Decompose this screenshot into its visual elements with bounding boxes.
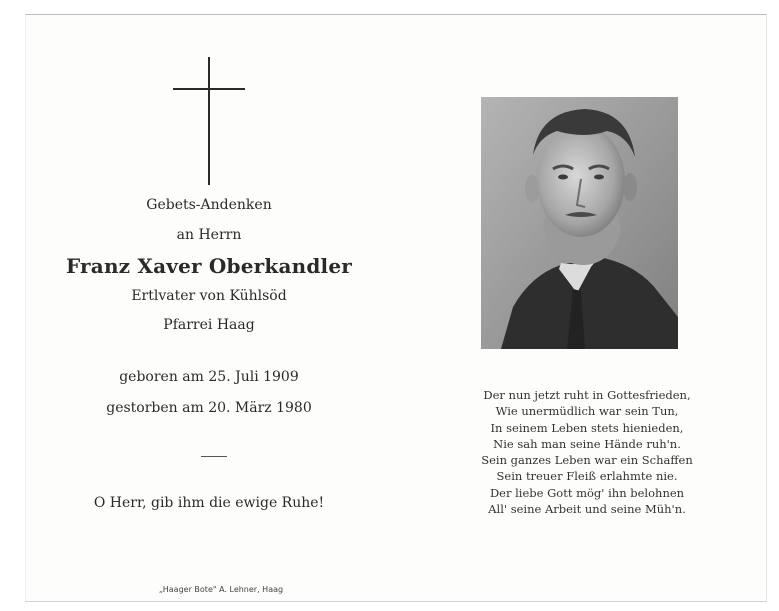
poem-line: Sein treuer Fleiß erlahmte nie.	[496, 469, 678, 484]
portrait-photo	[481, 97, 678, 349]
poem	[472, 387, 702, 517]
salutation: an Herrn	[176, 227, 242, 243]
printer-credit: „Haager Bote" A. Lehner, Haag	[158, 585, 284, 594]
cross-icon-bar	[173, 88, 245, 90]
poem-line: Wie unermüdlich war sein Tun,	[495, 404, 679, 419]
deceased-name: Franz Xaver Oberkandler	[66, 254, 352, 278]
deceased-title: Ertlvater von Kühlsöd	[131, 288, 287, 304]
poem-line: In seinem Leben stets hienieden,	[490, 420, 684, 435]
poem-line: Der liebe Gott mög' ihn belohnen	[489, 485, 685, 500]
parish: Pfarrei Haag	[163, 317, 255, 333]
prayer: O Herr, gib ihm die ewige Ruhe!	[93, 495, 325, 511]
divider	[201, 456, 227, 457]
birth-date: geboren am 25. Juli 1909	[119, 369, 299, 385]
poem-line: Der nun jetzt ruht in Gottesfrieden,	[483, 388, 691, 402]
poem-line: All' seine Arbeit und seine Müh'n.	[488, 502, 686, 517]
cross-icon	[208, 57, 210, 185]
poem-line: Sein ganzes Leben war ein Schaffen	[481, 453, 693, 468]
death-date: gestorben am 20. März 1980	[106, 400, 312, 416]
poem-line: Nie sah man seine Hände ruh'n.	[493, 436, 681, 451]
heading: Gebets-Andenken	[146, 197, 272, 213]
